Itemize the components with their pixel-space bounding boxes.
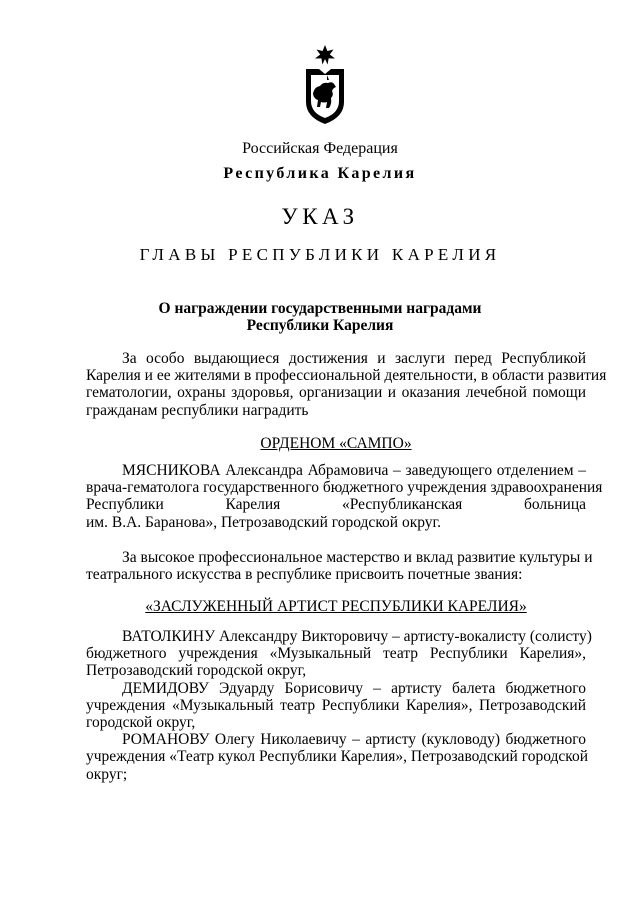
text-line: театрального искусства в республике присвоить почетные звания: bbox=[86, 566, 523, 584]
text-line: Петрозаводский городской округ, bbox=[86, 662, 307, 680]
decree-subject bbox=[0, 300, 640, 334]
text-line: МЯСНИКОВА Александра Абрамовича – заведующего отделением – bbox=[122, 462, 586, 479]
text-line: бюджетного учреждения «Музыкальный театр Республики Карелия», bbox=[86, 645, 586, 663]
text-line: ВАТОЛКИНУ Александру Викторовичу – артисту-вокалисту (солисту) bbox=[122, 628, 592, 645]
text-line: им. В.А. Баранова», Петрозаводский городской округ. bbox=[86, 513, 442, 531]
country-name: Российская Федерация bbox=[242, 140, 398, 157]
text-line: гематологии, охраны здоровья, организации и оказания лечебной помощи bbox=[86, 384, 586, 402]
document-type-title: УКАЗ bbox=[281, 204, 359, 229]
karelia-coat-of-arms-icon bbox=[298, 44, 352, 126]
subject-line: Республики Карелия bbox=[246, 317, 394, 334]
text-line: учреждения «Театр кукол Республики Карелия», Петрозаводский городской bbox=[86, 748, 589, 766]
second-preamble-paragraph bbox=[86, 549, 593, 584]
text-line: гражданам республики наградить bbox=[86, 401, 309, 419]
preamble-paragraph bbox=[86, 350, 607, 419]
text-line: За особо выдающиеся достижения и заслуги перед Республикой bbox=[122, 350, 586, 367]
text-line: учреждения «Музыкальный театр Республики Карелия», Петрозаводский bbox=[86, 696, 586, 714]
honorary-title-heading: «ЗАСЛУЖЕННЫЙ АРТИСТ РЕСПУБЛИКИ КАРЕЛИЯ» bbox=[145, 598, 527, 615]
text-line: РОМАНОВУ Олегу Николаевичу – артисту (кукловоду) бюджетного bbox=[122, 731, 586, 749]
award-order-heading: ОРДЕНОМ «САМПО» bbox=[260, 435, 412, 452]
subject-line: О награждении государственными наградами bbox=[158, 300, 482, 317]
text-line: За высокое профессиональное мастерство и вклад развитие культуры и bbox=[122, 549, 593, 566]
text-line: Республики Карелия «Республиканская больница bbox=[86, 496, 586, 514]
text-line: Карелия и ее жителями в профессиональной деятельности, в области развития bbox=[86, 367, 607, 385]
text-line: ДЕМИДОВУ Эдуарду Борисовичу – артисту балета бюджетного bbox=[122, 679, 586, 697]
award-order-paragraph bbox=[86, 462, 603, 531]
text-line: городской округ, bbox=[86, 714, 196, 732]
republic-name: Республика Карелия bbox=[223, 165, 417, 182]
issuer-title: ГЛАВЫ РЕСПУБЛИКИ КАРЕЛИЯ bbox=[139, 245, 501, 264]
honorary-title-paragraph bbox=[86, 628, 592, 783]
text-line: округ; bbox=[86, 765, 128, 783]
text-line: врача-гематолога государственного бюджетного учреждения здравоохранения bbox=[86, 479, 603, 497]
